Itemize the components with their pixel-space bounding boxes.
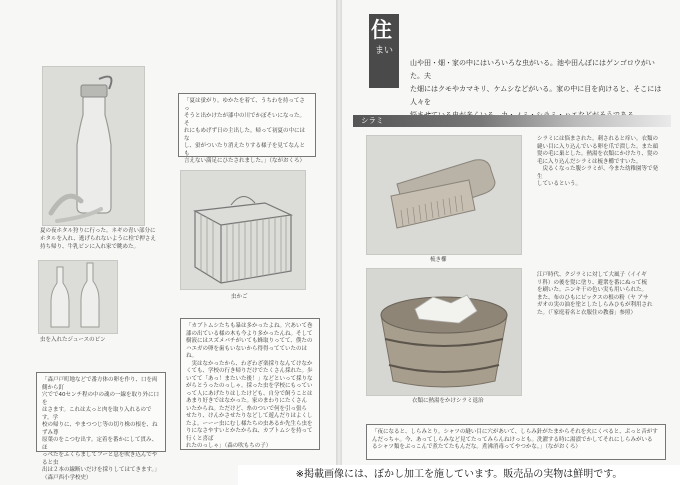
cage-caption: 虫かご: [231, 294, 248, 300]
intro-text: 山や田・畑・家の中にはいろいろな虫がいる。池や田んぼにはゲンゴロウがいた。夫 た畑にはクモやカマキリ、ケムシなどがいる。家の中に目を向けると、そこには人々を: [410, 59, 662, 106]
section-header-bar: [353, 115, 671, 127]
comb-photo: [366, 135, 522, 255]
insect-cage-photo: [180, 170, 306, 290]
school-history-quote-box: 「森戸戸町地などで番方体の卵を作り、口を両側から釘 穴でで40センチ程の中の魂の一線を取り外に口を はさます。これは太っと肉を取り入れるのです。学 校の帰りに、やまつつじ等の切り株の根を、ねずみ尊 原葉のをこつむ出す。定着を番かにして貫み、ほ っぺたをふくらましてフーと息を吹き込んでやると虫 出は２本の線断いだけを採りしてはてきます。」 （森戸西小学校史）: [36, 372, 166, 452]
edo-period-description-box: 江戸時代、クジラミに対して大風子（イイギ リ科）の後を髪に塗り、避衆を番にぬって梳 を刷いた。ニンキ干の色い実も用いられた。 また、布のひもにビックスの根の粉（ヤ アサ ガオの実の油を塗としたしらみひもが利用され た。（「家庭着名と衣服住の教養」参照）: [537, 272, 653, 316]
milk-bottle-photo: [42, 66, 145, 226]
section-title: シラミ: [361, 116, 384, 125]
tub-caption: 衣類に熱湯をかけシラミ退治: [412, 398, 484, 404]
section-tag: [369, 14, 399, 88]
beetle-quote-box: 「カブトムシたちも暴は多かったよね。穴あいて巻 漆の出ている様の木も今より多かったんね。そして 樹液にはスズメバチがいても蜂取りってて、僕たの ハエガの卵を歯もいないから得得ってていたのはね。 実はなかったから、わざわざ楽採りなんてけなか くても、学校の行き帰りだけでたくさん採れた。歩 いてて「あっ！またいた後！」などといって採りな がらとうったのっしゃ。採った虫を学校にもってい って人にあげたりはしたけども、自分で飼うことは あまり好きではなかった。家のまわりにたくさん いたからね。ただけど、糸のついで何を引っ張ら せたり、けんかさせたりなどして遊んだりはよくし たよ。ーーー虫にむし様たちの虫あるか先生ら虫を りになさやすいとかたからね、カブトムシを持って行くと喜ば れたのっしゃ」（森の吹もちの子）: [180, 318, 320, 450]
book-gutter: [336, 0, 342, 485]
wooden-tub-photo: [366, 268, 522, 396]
juice-bottles-photo: [38, 260, 118, 334]
section-tag-sub: まい: [375, 46, 394, 56]
bottle-caption: 夏の夜ホタル狩りに行った。ネギの青い部分に ホタルを入れ、逃げられないように栓で押さえ 持ち帰り、牛乳ビンに入れ家で眺めた。: [40, 228, 156, 250]
juice-bottle-caption: 虫を入れたジュースのビン: [40, 337, 106, 343]
lice-quote-box: 「夜になると、しらみとり。シャツの縫い目に穴があいて、しらみ針がたまからそれを火にくべると、ぷっと音がす んだっちゃ。今、あってしらみなど見てたってみらんねけっとも。洗濯する時に湯漬でかしてそれにしらみがいる るシャツ類をぶっこんで煮たてたもんだな。煮沸消毒ってやつかな。」（ながおくろ）: [366, 424, 666, 460]
firefly-quote-box: 「夏は蛍がり。ゆかたを着て、うちわを持ってさっ そうと出かけたが漆中の川でかぼそいになった。そ れにもめげず日の主出した。帰って初夏の中にはな し、蛍がついたり消えたりする様子を見てなんとも 言えない満足にひたされました。」（ながおくろ）: [178, 93, 316, 157]
section-tag-main: 住: [371, 18, 392, 42]
blur-notice-banner: ※掲載画像には、ぼかし加工を施しています。販売品の実物は鮮明です。: [238, 465, 680, 485]
comb-caption: 梳き櫛: [430, 257, 447, 263]
lice-description-box: シラミには悩まされた。刺されると痒い。衣類の 縫い目に入り込んでいる卵を爪で潰した。また頭 髪の毛に巣とした。熱湯を衣類にかけたり、髪の 毛に入り込んだシラミは梳き櫛ですいた。 戻るくなった腹シラミが、今また幼稚園等で発生 しているという。: [537, 136, 659, 187]
